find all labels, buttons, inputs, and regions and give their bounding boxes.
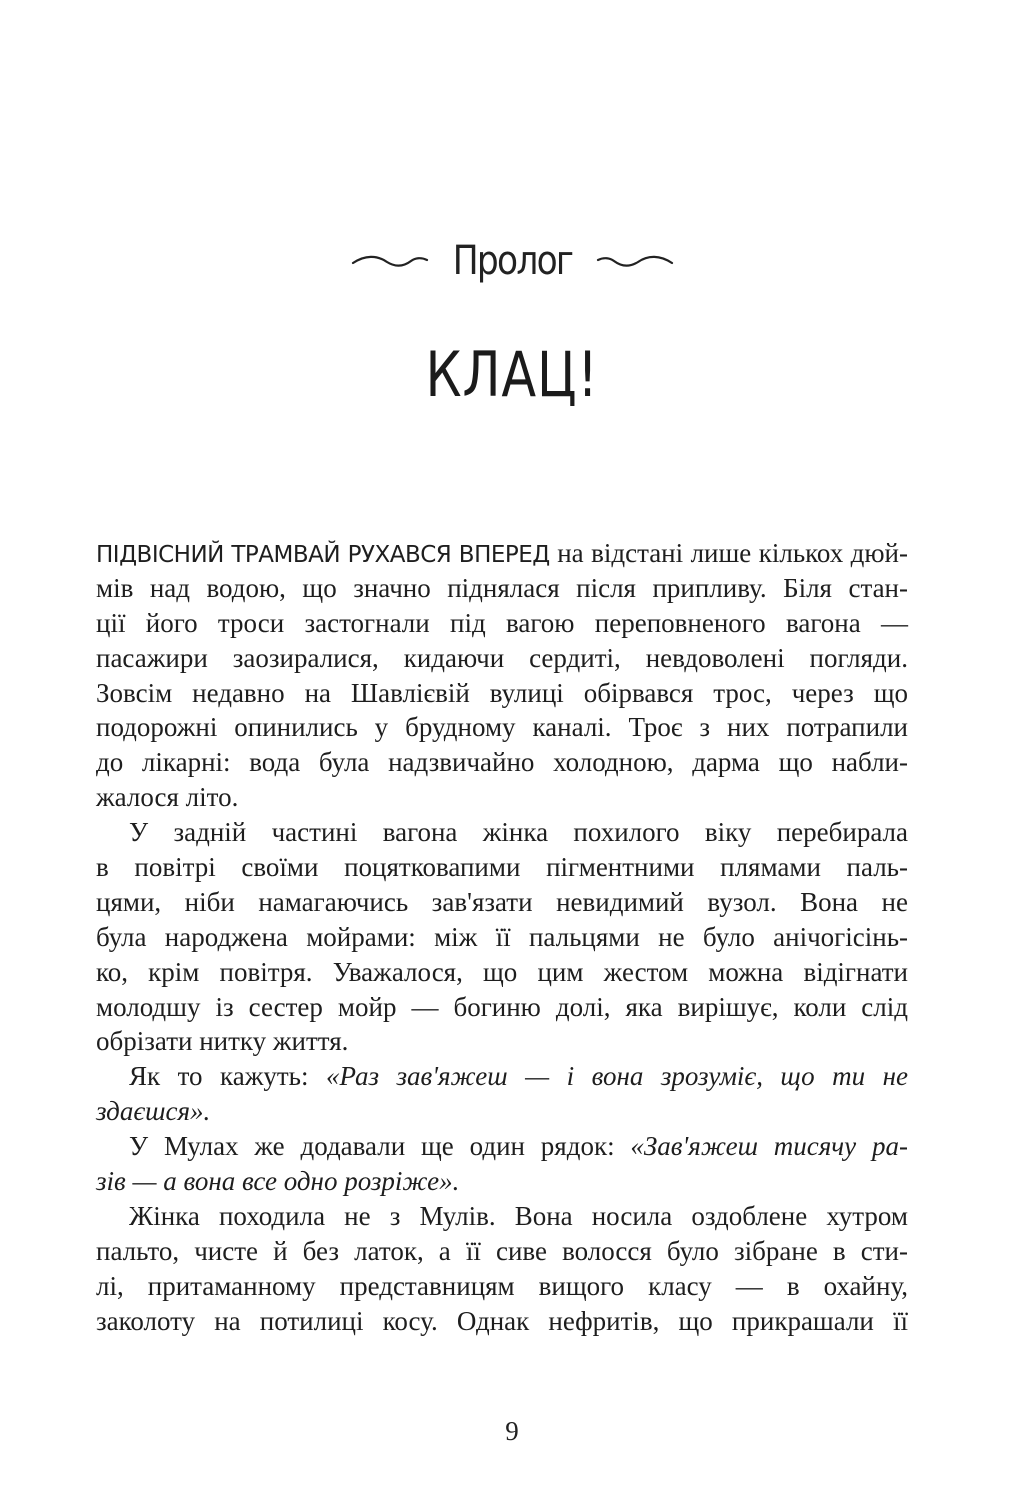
text-line: заколоту на потилиці косу. Однак нефритів, що прикрашали її <box>96 1305 908 1336</box>
text-line: до лікарні: вода була надзвичайно холодною, дарма що набли- <box>96 747 908 778</box>
prologue-label: Пролог <box>452 238 572 284</box>
quote-text: «Зав'яжеш тисячу ра- <box>630 1131 908 1162</box>
text-line: жалося літо. <box>96 782 239 813</box>
text-line: Жінка походила не з Мулів. Вона носила оздоблене хутром <box>129 1200 908 1231</box>
text-line <box>96 1164 908 1199</box>
text-segment: У Мулах же додавали ще один рядок: <box>129 1131 631 1162</box>
quote-text: зів — а вона все одно розріже». <box>96 1166 460 1197</box>
text-line <box>96 1059 908 1094</box>
body-text <box>96 536 908 1338</box>
text-line: лі, притаманному представницям вищого класу — в охайну, <box>96 1270 908 1301</box>
quote-text: здаєшся». <box>96 1096 211 1127</box>
text-line: мів над водою, що значно піднялася після припливу. Біля стан- <box>96 572 908 603</box>
text-line: ко, крім повітря. Уважалося, що цим жестом можна відігнати <box>96 956 908 987</box>
text-line: пальто, чисте й без латок, а її сиве волосся було зібране в сти- <box>96 1235 908 1266</box>
text-line: молодшу із сестер мойр — богиню долі, яка вирішує, коли слід <box>96 991 908 1022</box>
text-line: цями, ніби намагаючись зав'язати невидимий вузол. Вона не <box>96 886 908 917</box>
text-line: Зовсім недавно на Шавлієвій вулиці обірвався трос, через що <box>96 677 908 708</box>
text-line: обрізати нитку життя. <box>96 1026 349 1057</box>
text-line: ції його троси застогнали під вагою переповненого вагона — <box>96 607 908 638</box>
text-segment: на відстані лише кількох дюй- <box>549 538 908 568</box>
text-line <box>96 536 908 571</box>
text-line: подорожні опинились у брудному каналі. Троє з них потрапили <box>96 712 908 743</box>
left-swash-ornament <box>351 251 429 271</box>
right-swash-ornament <box>596 251 674 271</box>
page-number: 9 <box>505 1416 519 1446</box>
quote-text: «Раз зав'яжеш — і вона зрозуміє, що ти не <box>325 1061 908 1092</box>
text-line <box>96 1129 908 1164</box>
text-line: пасажири заозиралися, кидаючи сердиті, невдоволені погляди. <box>96 642 908 673</box>
text-line <box>96 1094 908 1129</box>
text-line: У задній частині вагона жінка похилого віку перебирала <box>129 817 908 848</box>
prologue-heading <box>0 238 1024 284</box>
lead-in-caps: ПІДВІСНИЙ ТРАМВАЙ РУХАВСЯ ВПЕРЕД <box>96 542 550 568</box>
chapter-title: КЛАЦ! <box>425 338 599 411</box>
text-line: в повітрі своїми поцятковапими пігментними плямами паль- <box>96 852 908 883</box>
text-line: була народжена мойрами: між її пальцями не було анічогісінь- <box>96 921 908 952</box>
text-segment: Як то кажуть: <box>129 1061 326 1092</box>
